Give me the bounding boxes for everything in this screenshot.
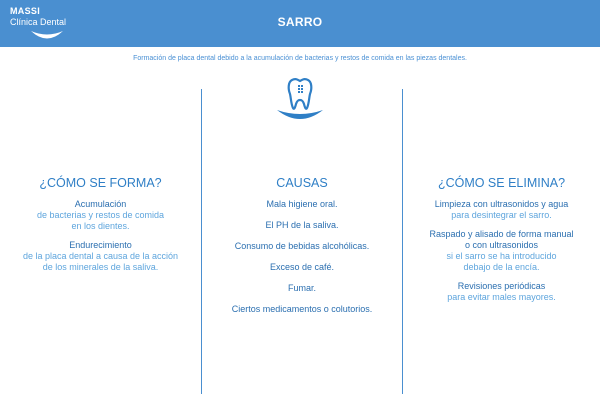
info-block [403,229,600,273]
block-heading: o con ultrasonidos [464,240,539,250]
block-text: de bacterias y restos de comida [36,210,165,220]
cause-item: Fumar. [287,283,316,293]
block-text: para evitar males mayores. [447,292,556,302]
cause-item: Consumo de bebidas alcohólicas. [234,241,370,251]
block-heading: Revisiones periódicas [457,281,546,291]
cause-item: Exceso de café. [269,262,335,272]
logo-subtitle: Clínica Dental [10,17,67,27]
column-title: ¿CÓMO SE FORMA? [39,176,162,190]
info-block [403,281,600,303]
column-causas [202,176,402,325]
page-subtitle: Formación de placa dental debido a la acumulación de bacterias y restos de comida en las piezas dentales. [133,55,467,62]
block-text: si el sarro se ha introducido [446,251,557,261]
cause-item: El PH de la saliva. [265,220,339,230]
block-heading: Acumulación [74,199,127,209]
info-block [403,199,600,221]
block-heading: Endurecimiento [69,240,132,250]
header-bar [0,0,600,47]
info-block [0,240,201,273]
block-text: de los minerales de la saliva. [42,262,159,272]
tooth-icon [274,76,326,122]
column-como-se-forma [0,176,201,281]
smile-icon [30,30,64,42]
block-text: para desintegrar el sarro. [451,210,552,220]
column-title: ¿CÓMO SE ELIMINA? [437,176,566,190]
info-block [0,199,201,232]
block-text: debajo de la encía. [463,262,540,272]
column-como-se-elimina [403,176,600,311]
page-title: SARRO [277,15,323,29]
block-heading: Limpieza con ultrasonidos y agua [434,199,569,209]
block-text: en los dientes. [71,221,130,231]
block-text: de la placa dental a causa de la acción [22,251,179,261]
logo-brand: MASSI [10,6,41,16]
cause-item: Mala higiene oral. [266,199,338,209]
column-title: CAUSAS [276,176,328,190]
block-heading: Raspado y alisado de forma manual [429,229,574,239]
cause-item: Ciertos medicamentos o colutorios. [231,304,373,314]
